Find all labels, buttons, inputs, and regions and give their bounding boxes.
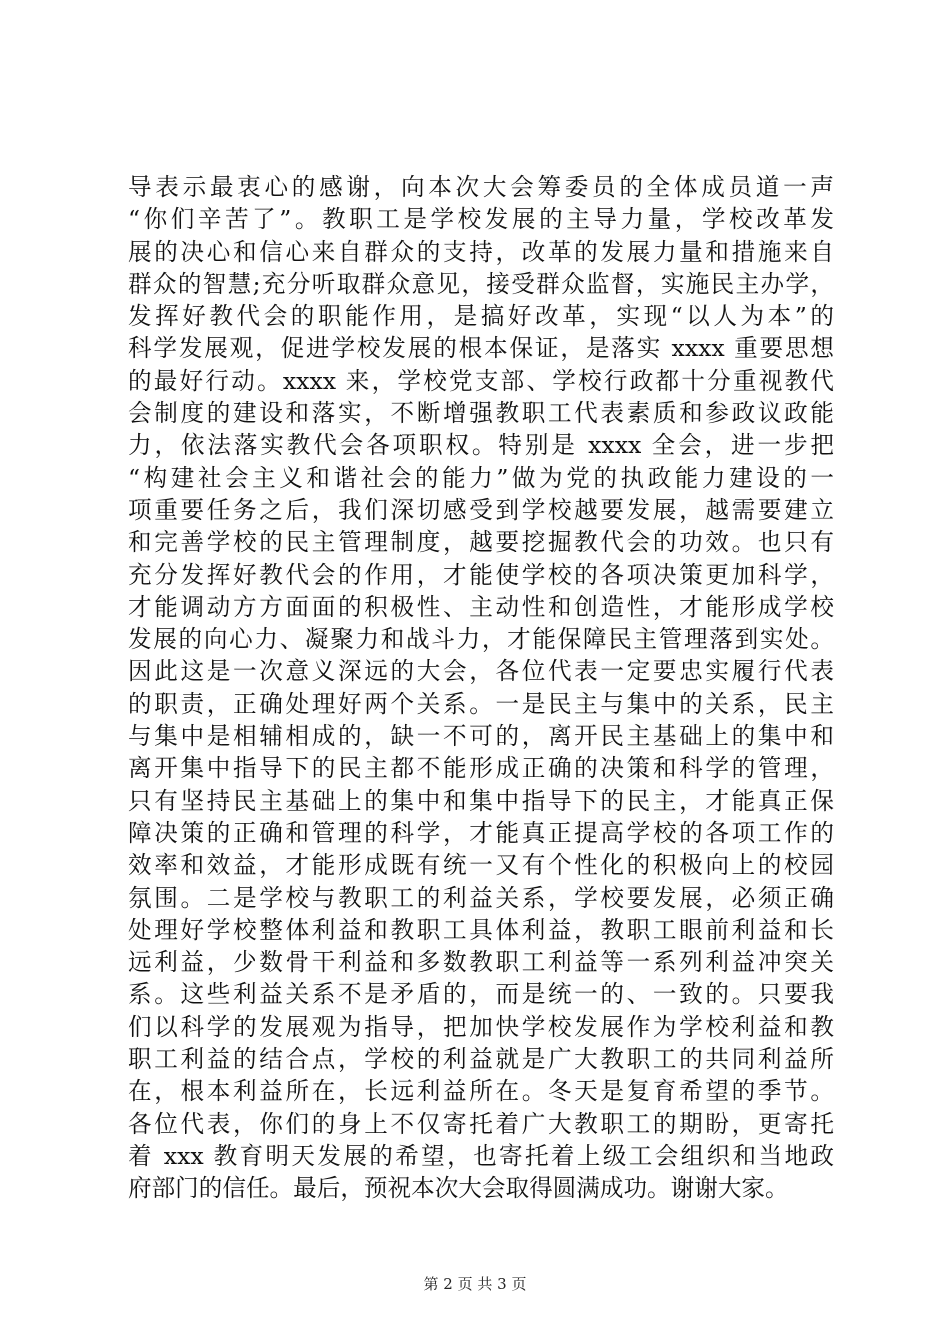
- text-line: 效率和效益，才能形成既有统一又有个性化的积极向上的校园: [128, 851, 834, 880]
- text-line: 和完善学校的民主管理制度，越要挖掘教代会的功效。也只有: [128, 528, 834, 557]
- text-line: 府部门的信任。最后，预祝本次大会取得圆满成功。谢谢大家。: [128, 1174, 789, 1203]
- text-line: 的最好行动。xxxx 来，学校党支部、学校行政都十分重视教代: [128, 366, 834, 395]
- text-line: 与集中是相辅相成的，缺一不可的，离开民主基础上的集中和: [128, 722, 834, 751]
- text-line: “你们辛苦了”。教职工是学校发展的主导力量，学校改革发: [128, 205, 834, 234]
- text-line: 离开集中指导下的民主都不能形成正确的决策和科学的管理，: [128, 754, 834, 783]
- text-line: 职工利益的结合点，学校的利益就是广大教职工的共同利益所: [128, 1045, 834, 1074]
- text-line: 只有坚持民主基础上的集中和集中指导下的民主，才能真正保: [128, 786, 834, 815]
- text-line: “构建社会主义和谐社会的能力”做为党的执政能力建设的一: [128, 463, 834, 492]
- text-line: 远利益，少数骨干利益和多数教职工利益等一系列利益冲突关: [128, 948, 834, 977]
- page-footer: 第 2 页 共 3 页: [423, 1275, 527, 1293]
- text-line: 项重要任务之后，我们深切感受到学校越要发展，越需要建立: [128, 495, 834, 524]
- text-line: 处理好学校整体利益和教职工具体利益，教职工眼前利益和长: [128, 915, 834, 944]
- text-line: 会制度的建设和落实，不断增强教职工代表素质和参政议政能: [128, 399, 834, 428]
- text-line: 科学发展观，促进学校发展的根本保证，是落实 xxxx 重要思想: [128, 334, 834, 363]
- text-line: 才能调动方方面面的积极性、主动性和创造性，才能形成学校: [128, 592, 834, 621]
- text-line: 群众的智慧;充分听取群众意见，接受群众监督，实施民主办学，: [128, 269, 834, 298]
- text-line: 力，依法落实教代会各项职权。特别是 xxxx 全会，进一步把: [128, 431, 834, 460]
- text-line: 发展的向心力、凝聚力和战斗力，才能保障民主管理落到实处。: [128, 625, 834, 654]
- text-line: 发挥好教代会的职能作用，是搞好改革，实现“以人为本”的: [128, 302, 834, 331]
- text-line: 的职责，正确处理好两个关系。一是民主与集中的关系，民主: [128, 689, 834, 718]
- text-line: 障决策的正确和管理的科学，才能真正提高学校的各项工作的: [128, 818, 834, 847]
- text-line: 氛围。二是学校与教职工的利益关系，学校要发展，必须正确: [128, 883, 834, 912]
- text-line: 们以科学的发展观为指导，把加快学校发展作为学校利益和教: [128, 1012, 834, 1041]
- text-line: 各位代表，你们的身上不仅寄托着广大教职工的期盼，更寄托: [128, 1109, 834, 1138]
- text-line: 导表示最衷心的感谢，向本次大会筹委员的全体成员道一声: [128, 173, 834, 201]
- body-text: [128, 171, 834, 1205]
- text-line: 因此这是一次意义深远的大会，各位代表一定要忠实履行代表: [128, 657, 834, 686]
- text-line: 系。这些利益关系不是矛盾的，而是统一的、一致的。只要我: [128, 980, 834, 1009]
- text-line: 着 xxx 教育明天发展的希望，也寄托着上级工会组织和当地政: [128, 1141, 834, 1170]
- text-line: 展的决心和信心来自群众的支持，改革的发展力量和措施来自: [128, 237, 834, 266]
- text-line: 在，根本利益所在，长远利益所在。冬天是复育希望的季节。: [128, 1077, 834, 1106]
- text-line: 充分发挥好教代会的作用，才能使学校的各项决策更加科学，: [128, 560, 834, 589]
